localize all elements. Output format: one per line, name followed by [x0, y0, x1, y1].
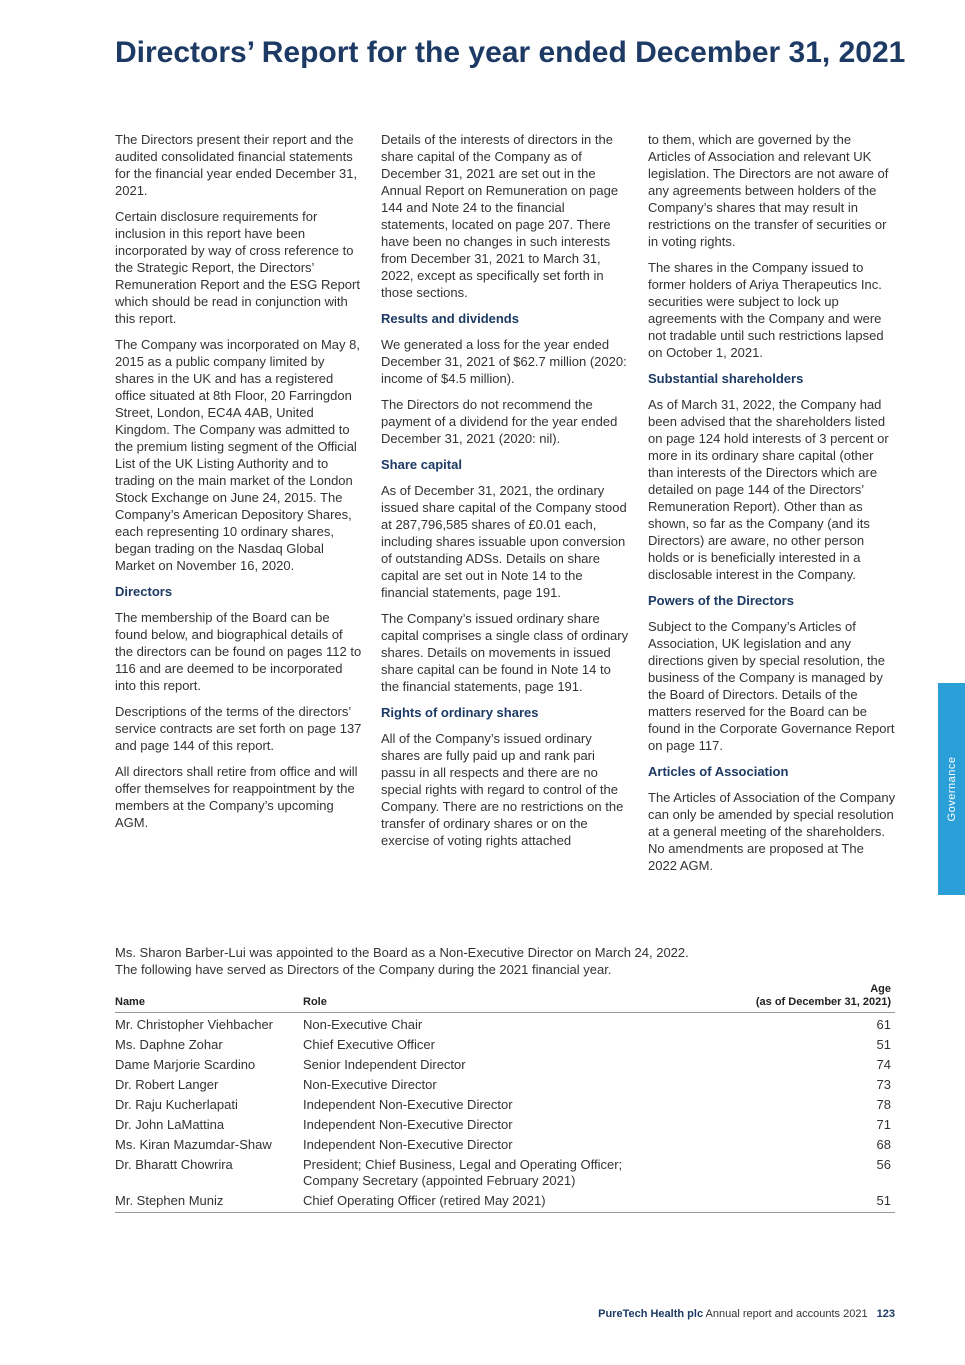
section-heading-powers: Powers of the Directors: [648, 593, 794, 608]
director-role: [303, 1013, 715, 1036]
text-column-2: [381, 131, 629, 858]
table-header-row: [115, 983, 895, 1013]
director-role: [303, 1135, 715, 1155]
paragraph: Subject to the Company’s Articles of Association, UK legislation and any directions given by special resolution, the business of the Company is managed by the Board of Directors. Details of the matters reserved for the Board can be found in the Corporate Governance Report on page 117.: [648, 619, 895, 753]
paragraph: The shares in the Company issued to former holders of Ariya Therapeutics Inc. securities were subject to lock up agreements with the Company and were not tradable until such restrictions lapsed on October 1, 2021.: [648, 260, 884, 360]
page-footer: [598, 1308, 895, 1320]
director-age: 73: [876, 1077, 891, 1092]
director-role: [303, 1055, 715, 1075]
page-number: 123: [876, 1308, 895, 1320]
paragraph: Descriptions of the terms of the directors’ service contracts are set forth on page 137 and page 144 of this report.: [115, 704, 362, 753]
paragraph: The Directors present their report and the audited consolidated financial statements for the financial year ended December 31, 2021.: [115, 132, 358, 198]
page-title: Directors’ Report for the year ended December 31, 2021: [115, 36, 906, 69]
section-side-tab[interactable]: [938, 683, 965, 895]
intro-line: The following have served as Directors of the Company during the 2021 financial year.: [115, 962, 612, 977]
director-name: Dr. John LaMattina: [115, 1117, 225, 1132]
paragraph: All of the Company’s issued ordinary shares are fully paid up and rank pari passu in all respects and there are no special rights with regard to control of the Company. There are no restrictions on the transfer of ordinary shares or on the exercise of voting rights attached: [381, 731, 624, 848]
side-tab-label: Governance: [945, 756, 958, 822]
director-role: [303, 1075, 715, 1095]
table-row: [115, 1095, 895, 1115]
directors-intro: [115, 944, 895, 978]
section-heading-results: Results and dividends: [381, 311, 519, 326]
director-role-line: Non-Executive Director: [303, 1077, 437, 1092]
director-role-line: Senior Independent Director: [303, 1057, 466, 1072]
director-role-line: Independent Non-Executive Director: [303, 1117, 513, 1132]
director-role: [303, 1155, 715, 1191]
paragraph: The Company was incorporated on May 8, 2015 as a public company limited by shares in the UK and has a registered office situated at 8th Floor, 20 Farringdon Street, London, EC4A 4AB, United Kingdom. The Company was admitted to the premium listing segment of the Official List of the UK Listing Authority and to trading on the main market of the London Stock Exchange on June 24, 2015. The Company’s American Depository Shares, each representing 10 ordinary shares, began trading on the Nasdaq Global Market on November 16, 2020.: [115, 337, 360, 573]
intro-line: Ms. Sharon Barber-Lui was appointed to the Board as a Non-Executive Director on March 24, 2022.: [115, 945, 689, 960]
director-role: [303, 1095, 715, 1115]
header-age-label: Age: [870, 983, 891, 995]
section-heading-articles: Articles of Association: [648, 764, 789, 779]
paragraph: As of March 31, 2022, the Company had been advised that the shareholders listed on page 124 hold interests of 3 percent or more in its ordinary share capital (other than interests of the Directors which are detailed on page 144 of the Directors’ Remuneration Report). Other than as shown, so far as the Company (and its Directors) are aware, no other person holds or is beneficially interested in a disclosable interest in the Company.: [648, 397, 889, 582]
section-heading-rights: Rights of ordinary shares: [381, 705, 539, 720]
director-name: Dr. Raju Kucherlapati: [115, 1097, 238, 1112]
director-role-line: Independent Non-Executive Director: [303, 1137, 513, 1152]
paragraph: The membership of the Board can be found below, and biographical details of the directors can be found on pages 112 to 116 and are deemed to be incorporated into this report.: [115, 610, 362, 693]
paragraph: Certain disclosure requirements for inclusion in this report have been incorporated by way of cross reference to the Strategic Report, the Directors’ Remuneration Report and the ESG Report which should be read in conjunction with this report.: [115, 209, 360, 326]
director-role: [303, 1191, 715, 1213]
header-name: Name: [115, 983, 303, 1013]
footer-report: Annual report and accounts 2021: [705, 1308, 868, 1320]
header-age-date: (as of December 31, 2021): [755, 996, 891, 1008]
director-name: Dame Marjorie Scardino: [115, 1057, 256, 1072]
director-role-line: Chief Operating Officer (retired May 2021): [303, 1193, 546, 1208]
director-role-line: Non-Executive Chair: [303, 1017, 423, 1032]
text-column-1: [115, 131, 363, 840]
director-role: [303, 1035, 715, 1055]
table-row: [115, 1013, 895, 1036]
footer-company: PureTech Health plc: [598, 1308, 704, 1320]
director-name: Ms. Kiran Mazumdar-Shaw: [115, 1137, 272, 1152]
paragraph: The Company’s issued ordinary share capital comprises a single class of ordinary shares. Details on movements in issued share capital can be found in Note 14 to the financial statements, page 191.: [381, 611, 629, 694]
director-age: 74: [876, 1057, 891, 1072]
director-role-line: President; Chief Business, Legal and Operating Officer;: [303, 1157, 623, 1172]
section-heading-share-capital: Share capital: [381, 457, 462, 472]
paragraph: We generated a loss for the year ended December 31, 2021 of $62.7 million (2020: income of $4.5 million).: [381, 337, 627, 386]
director-name: Dr. Robert Langer: [115, 1077, 219, 1092]
header-age: [715, 983, 895, 1013]
table-row: [115, 1191, 895, 1213]
section-heading-substantial: Substantial shareholders: [648, 371, 804, 386]
director-age: 78: [876, 1097, 891, 1112]
header-role: Role: [303, 983, 715, 1013]
director-name: Ms. Daphne Zohar: [115, 1037, 223, 1052]
director-name: Dr. Bharatt Chowrira: [115, 1157, 233, 1172]
paragraph: to them, which are governed by the Articles of Association and relevant UK legislation. The Directors are not aware of any agreements between holders of the Company’s shares that may result in restrictions on the transfer of securities or in voting rights.: [648, 132, 889, 249]
director-age: 56: [876, 1157, 891, 1172]
table-row: [115, 1115, 895, 1135]
table-row: [115, 1055, 895, 1075]
director-age: 61: [876, 1017, 891, 1032]
director-role-line: Company Secretary (appointed February 2021): [303, 1173, 576, 1188]
director-age: 51: [876, 1037, 891, 1052]
director-name: Mr. Christopher Viehbacher: [115, 1017, 274, 1032]
paragraph: The Directors do not recommend the payment of a dividend for the year ended December 31, 2021 (2020: nil).: [381, 397, 618, 446]
paragraph: The Articles of Association of the Company can only be amended by special resolution at a general meeting of the shareholders. No amendments are proposed at The 2022 AGM.: [648, 790, 896, 873]
table-row: [115, 1035, 895, 1055]
text-column-3: [648, 131, 896, 883]
paragraph: All directors shall retire from office and will offer themselves for reappointment by the members at the Company’s upcoming AGM.: [115, 764, 358, 830]
table-row: [115, 1135, 895, 1155]
director-role-line: Independent Non-Executive Director: [303, 1097, 513, 1112]
director-age: 71: [876, 1117, 891, 1132]
director-name: Mr. Stephen Muniz: [115, 1191, 303, 1213]
paragraph: As of December 31, 2021, the ordinary issued share capital of the Company stood at 287,796,585 shares of £0.01 each, including shares issuable upon conversion of outstanding ADSs. Details on share capital are set out in Note 14 to the financial statements, page 191.: [381, 483, 627, 600]
director-age: 68: [876, 1137, 891, 1152]
director-role: [303, 1115, 715, 1135]
table-row: [115, 1155, 895, 1191]
director-role-line: Chief Executive Officer: [303, 1037, 435, 1052]
table-row: [115, 1075, 895, 1095]
director-age: 51: [715, 1191, 895, 1213]
directors-table: [115, 983, 895, 1213]
section-heading-directors: Directors: [115, 584, 173, 599]
paragraph: Details of the interests of directors in the share capital of the Company as of December 31, 2021 are set out in the Annual Report on Remuneration on page 144 and Note 24 to the financial statements, located on page 207. There have been no changes in such interests from December 31, 2021 to March 31, 2022, except as specifically set forth in those sections.: [381, 132, 619, 300]
